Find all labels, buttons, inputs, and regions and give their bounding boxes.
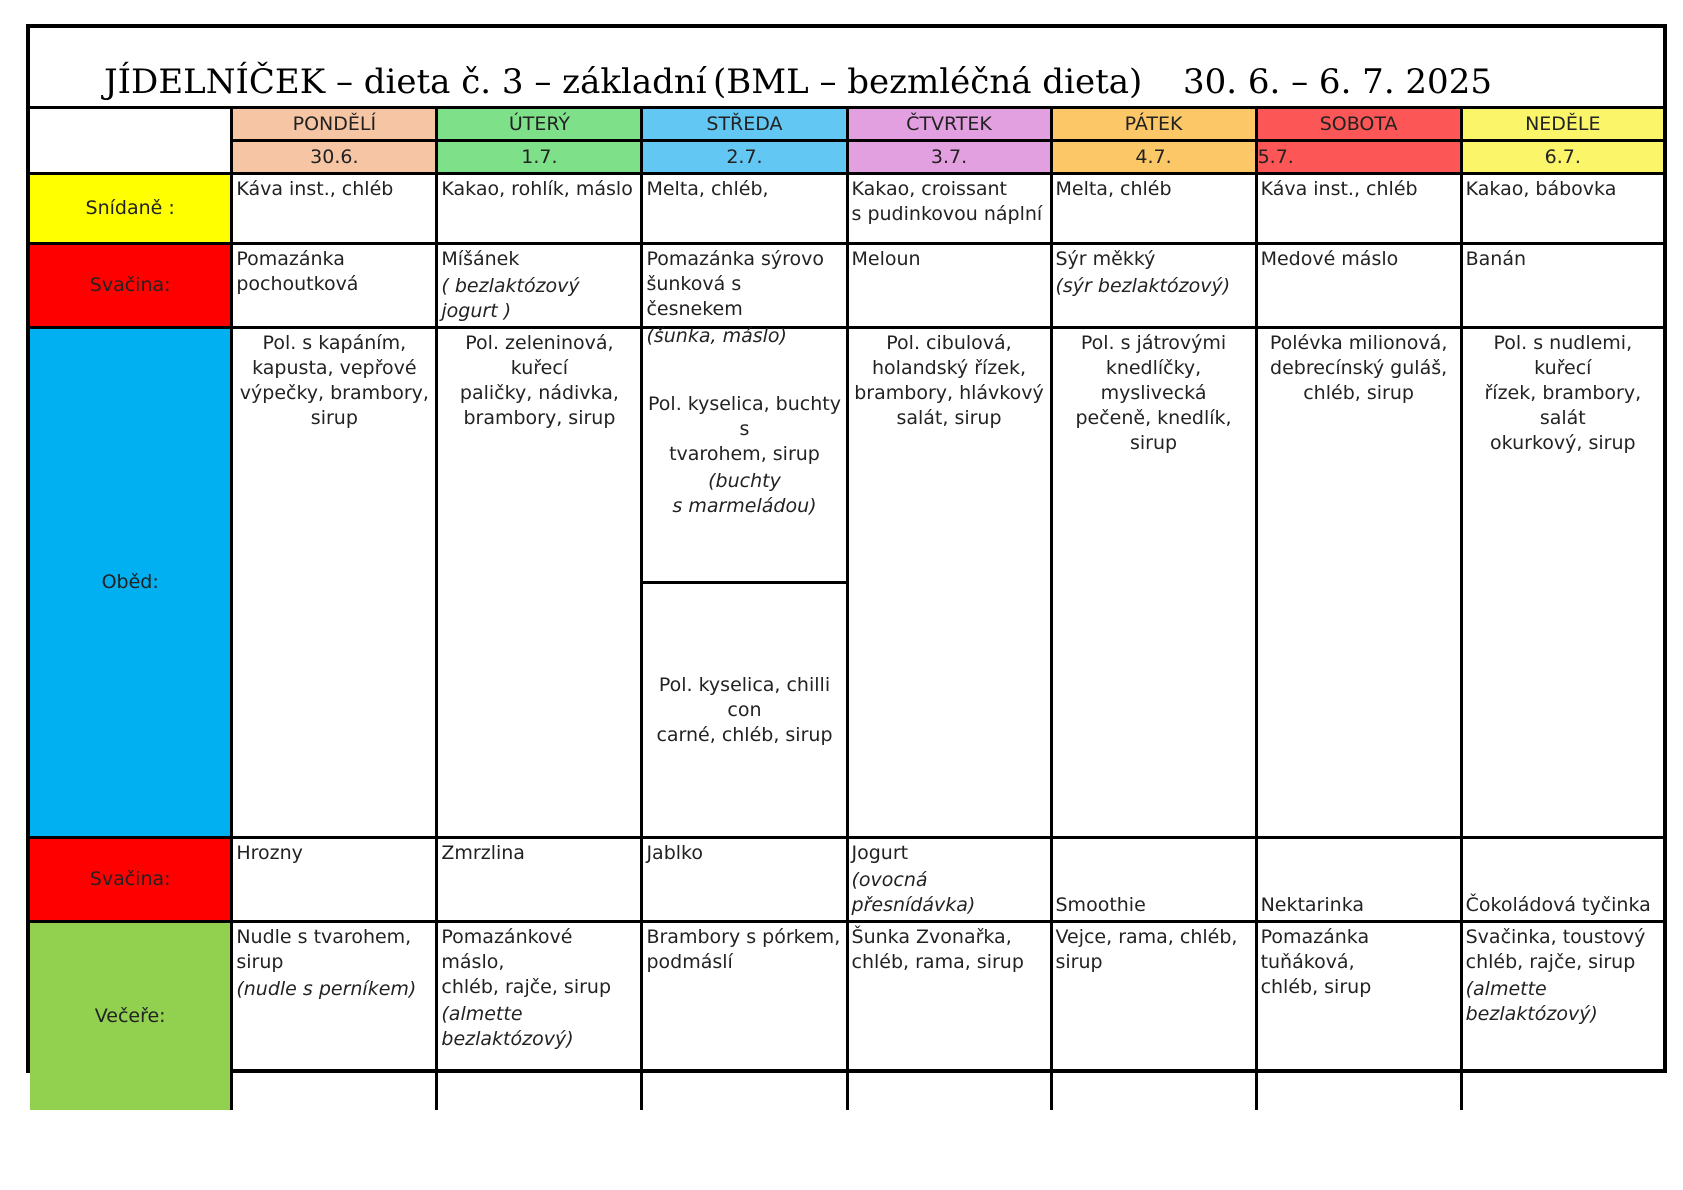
- day-date-sat: 5.7.: [1256, 141, 1461, 174]
- obed-mon: [232, 328, 437, 838]
- obed-sun: [1461, 328, 1663, 838]
- snidane-row: [30, 174, 1663, 244]
- svacina1-sun: [1461, 244, 1663, 328]
- svacina2-tue: [437, 838, 642, 922]
- svacina2-tue-text: Zmrzlina: [441, 842, 525, 864]
- svacina1-thu: [847, 244, 1051, 328]
- day-date-mon: 30.6.: [232, 141, 437, 174]
- svacina1-sat-text: Medové máslo: [1260, 248, 1399, 270]
- date-range: 30. 6. – 6. 7. 2025: [1183, 62, 1492, 102]
- vecere-fri-text: Vejce, rama, chléb, sirup: [1055, 926, 1238, 973]
- obed-tue-text: Pol. zeleninová, kuřecí paličky, nádivka, brambory, sirup: [459, 332, 619, 429]
- day-name-mon: PONDĚLÍ: [232, 108, 437, 141]
- snidane-sun-text: Kakao, bábovka: [1465, 178, 1617, 200]
- day-name-thu: ČTVRTEK: [847, 108, 1051, 141]
- vecere-mon-text: Nudle s tvarohem, sirup: [236, 926, 412, 973]
- day-date-wed: 2.7.: [642, 141, 847, 174]
- vecere-sun-text: Svačinka, toustový chléb, rajče, sirup: [1465, 926, 1646, 973]
- svacina2-sat: [1256, 838, 1461, 922]
- snidane-fri: [1051, 174, 1256, 244]
- svacina2-thu-text: Jogurt: [851, 842, 909, 864]
- day-name-fri: PÁTEK: [1051, 108, 1256, 141]
- obed-fri: [1051, 328, 1256, 838]
- vecere-wed: [642, 922, 847, 1110]
- svacina2-sun-text: Čokoládová tyčinka: [1465, 894, 1651, 916]
- obed-tue: [437, 328, 642, 838]
- day-name-sat: SOBOTA: [1256, 108, 1461, 141]
- meal-label-snidane: Snídaně :: [30, 174, 232, 244]
- obed-thu: [847, 328, 1051, 838]
- obed-thu-text: Pol. cibulová, holandský řízek, brambory, hlávkový salát, sirup: [854, 332, 1044, 429]
- svacina1-fri-text: Sýr měkký: [1055, 248, 1156, 270]
- snidane-sat: [1256, 174, 1461, 244]
- svacina1-row: [30, 244, 1663, 328]
- vecere-mon-note: (nudle s perníkem): [236, 978, 417, 1000]
- svacina2-thu-note: (ovocná přesnídávka): [851, 869, 976, 916]
- vecere-sun: [1461, 922, 1663, 1110]
- obed-row: [30, 328, 1663, 838]
- obed-wed-top-text: Pol. kyselica, buchty s tvarohem, sirup: [648, 392, 841, 465]
- svacina1-mon: [232, 244, 437, 328]
- svacina1-wed-text: Pomazánka sýrovo šunková s česnekem: [646, 248, 825, 320]
- obed-wed-option-2: [643, 581, 845, 836]
- title-row: [30, 28, 1663, 106]
- menu-title: JÍDELNÍČEK – dieta č. 3 – základní: [104, 62, 707, 102]
- obed-mon-text: Pol. s kapáním, kapusta, vepřové výpečky, brambory, sirup: [239, 332, 429, 429]
- svacina1-sat: [1256, 244, 1461, 328]
- snidane-wed: [642, 174, 847, 244]
- svacina2-wed-text: Jablko: [646, 842, 703, 864]
- vecere-sun-note: (almette bezlaktózový): [1465, 978, 1598, 1025]
- svacina2-wed: [642, 838, 847, 922]
- obed-sun-text: Pol. s nudlemi, kuřecí řízek, brambory, salát okurkový, sirup: [1484, 332, 1642, 454]
- vecere-fri: [1051, 922, 1256, 1110]
- vecere-tue: [437, 922, 642, 1110]
- day-name-sun: NEDĚLE: [1461, 108, 1663, 141]
- svacina2-mon: [232, 838, 437, 922]
- diet-subtitle: (BML – bezmléčná dieta): [713, 62, 1143, 102]
- vecere-thu-text: Šunka Zvonařka, chléb, rama, sirup: [851, 926, 1024, 973]
- svacina1-tue-text: Míšánek: [441, 248, 520, 270]
- vecere-sat-text: Pomazánka tuňáková, chléb, sirup: [1260, 926, 1372, 998]
- svacina2-fri: [1051, 838, 1256, 922]
- snidane-wed-text: Melta, chléb,: [646, 178, 769, 200]
- obed-fri-text: Pol. s játrovými knedlíčky, myslivecká pečeně, knedlík, sirup: [1075, 332, 1232, 454]
- snidane-sun: [1461, 174, 1663, 244]
- svacina1-mon-text: Pomazánka pochoutková: [236, 248, 359, 295]
- vecere-tue-note: (almette bezlaktózový): [441, 1003, 574, 1050]
- day-date-thu: 3.7.: [847, 141, 1051, 174]
- vecere-row: [30, 922, 1663, 1110]
- day-name-tue: ÚTERÝ: [437, 108, 642, 141]
- svacina2-row: [30, 838, 1663, 922]
- snidane-fri-text: Melta, chléb: [1055, 178, 1172, 200]
- obed-wed-option-1: [643, 329, 845, 581]
- day-date-row: [30, 141, 1663, 174]
- snidane-mon-text: Káva inst., chléb: [236, 178, 394, 200]
- obed-wed-bottom-text: Pol. kyselica, chilli con carné, chléb, sirup: [656, 673, 833, 746]
- svacina1-tue: [437, 244, 642, 328]
- obed-sat-text: Polévka milionová, debrecínský guláš, chléb, sirup: [1269, 332, 1448, 404]
- menu-sheet: [26, 24, 1667, 1073]
- svacina2-thu: [847, 838, 1051, 922]
- svacina2-fri-text: Smoothie: [1055, 894, 1146, 916]
- snidane-thu-text: Kakao, croissant s pudinkovou náplní: [851, 178, 1043, 225]
- svacina1-fri-note: (sýr bezlaktózový): [1055, 275, 1231, 297]
- vecere-tue-text: Pomazánkové máslo, chléb, rajče, sirup: [441, 926, 612, 998]
- day-name-wed: STŘEDA: [642, 108, 847, 141]
- vecere-mon: [232, 922, 437, 1110]
- svacina1-fri: [1051, 244, 1256, 328]
- vecere-thu: [847, 922, 1051, 1110]
- snidane-tue-text: Kakao, rohlík, máslo: [441, 178, 633, 200]
- svacina1-wed: [642, 244, 847, 347]
- day-date-tue: 1.7.: [437, 141, 642, 174]
- corner-cell: [30, 108, 232, 174]
- meal-label-svacina2: Svačina:: [30, 838, 232, 922]
- svacina1-tue-note: ( bezlaktózový jogurt ): [441, 275, 580, 322]
- snidane-thu: [847, 174, 1051, 244]
- day-date-fri: 4.7.: [1051, 141, 1256, 174]
- day-date-sun: 6.7.: [1461, 141, 1663, 174]
- obed-wed: [642, 328, 847, 838]
- svacina2-sun: [1461, 838, 1663, 922]
- day-name-row: [30, 108, 1663, 141]
- snidane-mon: [232, 174, 437, 244]
- svacina1-sun-text: Banán: [1465, 248, 1527, 270]
- meal-label-obed: Oběd:: [30, 328, 232, 838]
- svacina1-thu-text: Meloun: [851, 248, 921, 270]
- vecere-wed-text: Brambory s pórkem, podmáslí: [646, 926, 841, 973]
- snidane-tue: [437, 174, 642, 244]
- menu-table: [30, 106, 1663, 1110]
- meal-label-vecere: Večeře:: [30, 922, 232, 1110]
- svacina1-wed-note: (šunka, máslo): [646, 325, 787, 347]
- obed-wed-top-note: (buchty s marmeládou): [672, 469, 817, 517]
- svacina2-sat-text: Nektarinka: [1260, 894, 1365, 916]
- meal-label-svacina1: Svačina:: [30, 244, 232, 328]
- svacina2-mon-text: Hrozny: [236, 842, 303, 864]
- obed-sat: [1256, 328, 1461, 838]
- vecere-sat: [1256, 922, 1461, 1110]
- snidane-sat-text: Káva inst., chléb: [1260, 178, 1418, 200]
